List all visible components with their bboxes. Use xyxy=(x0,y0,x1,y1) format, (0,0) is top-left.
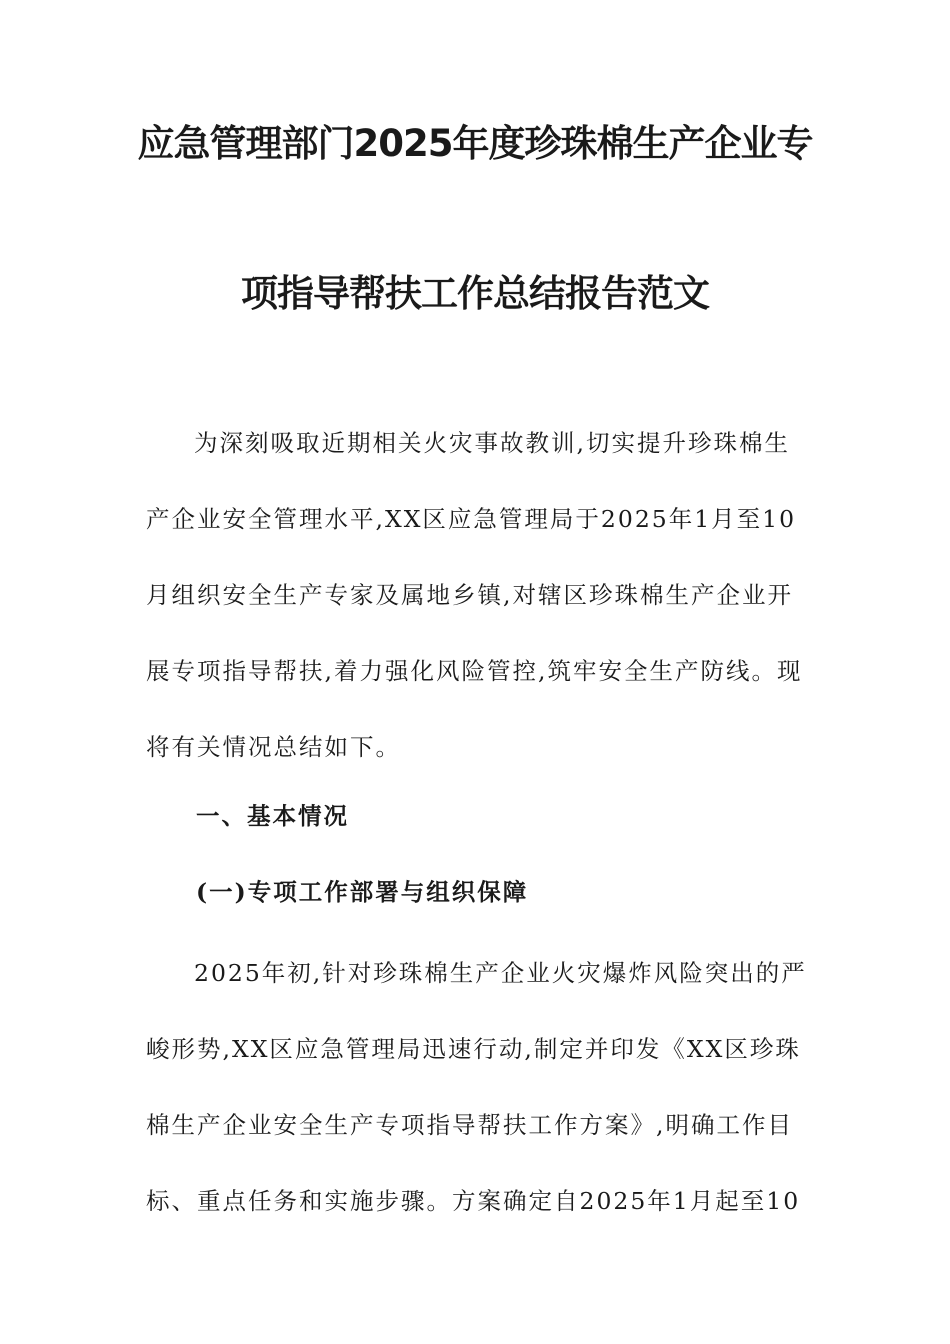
section-line-1: 2025年初,针对珍珠棉生产企业火灾爆炸风险突出的严 xyxy=(194,959,807,987)
subsection-heading: (一)专项工作部署与组织保障 xyxy=(196,878,529,906)
section-paragraph xyxy=(146,935,806,1239)
section-line-3: 棉生产企业安全生产专项指导帮扶工作方案》,明确工作目 xyxy=(146,1111,793,1139)
intro-line-5: 将有关情况总结如下。 xyxy=(146,733,401,761)
intro-line-2: 产企业安全管理水平,XX区应急管理局于2025年1月至10 xyxy=(146,505,797,533)
section-line-2: 峻形势,XX区应急管理局迅速行动,制定并印发《XX区珍珠 xyxy=(146,1035,801,1063)
section-heading: 一、基本情况 xyxy=(196,802,349,830)
intro-line-1: 为深刻吸取近期相关火灾事故教训,切实提升珍珠棉生 xyxy=(194,429,790,457)
intro-paragraph xyxy=(146,405,806,785)
section-line-4: 标、重点任务和实施步骤。方案确定自2025年1月起至10 xyxy=(146,1187,801,1215)
intro-line-4: 展专项指导帮扶,着力强化风险管控,筑牢安全生产防线。现 xyxy=(146,657,803,685)
document-title-line-1: 应急管理部门2025年度珍珠棉生产企业专 xyxy=(137,122,813,165)
document-title-line-2: 项指导帮扶工作总结报告范文 xyxy=(241,272,709,315)
intro-line-3: 月组织安全生产专家及属地乡镇,对辖区珍珠棉生产企业开 xyxy=(146,581,793,609)
